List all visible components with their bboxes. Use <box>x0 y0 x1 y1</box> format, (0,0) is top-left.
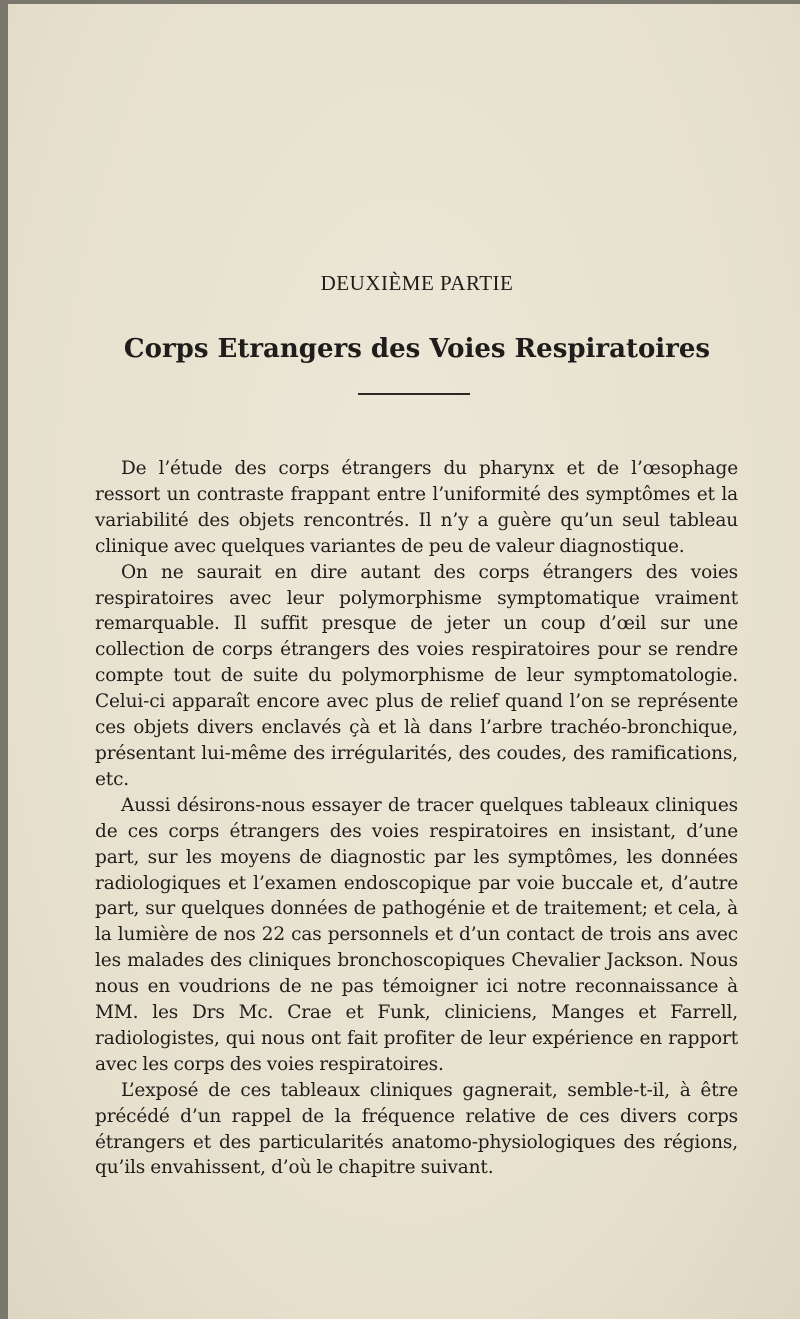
paragraph: On ne saurait en dire autant des corps étrangers des voies respiratoires avec leur polymorphisme symptomatique vraiment remarquable. Il suffit presque de jeter un coup d’œil sur une collection de corps étrangers des voies respiratoires pour se rendre compte tout de suite du polymorphisme de leur symptomatologie. Celui-ci apparaît encore avec plus de relief quand l’on se représente ces objets divers enclavés çà et là dans l’arbre trachéo-bronchique, présentant lui-même des irrégularités, des coudes, des ramifications, etc. <box>95 561 738 790</box>
paragraph: L’exposé de ces tableaux cliniques gagnerait, semble-t-il, à être précédé d’un rappel de la fréquence relative de ces divers corps étrangers et des particularités anatomo-physiologiques des régions, qu’ils envahissent, d’où le chapitre suivant. <box>95 1079 738 1179</box>
chapter-title: Corps Etrangers des Voies Respiratoires <box>123 334 711 364</box>
title-divider <box>358 393 470 395</box>
paragraph: Aussi désirons-nous essayer de tracer quelques tableaux cliniques de ces corps étrangers des voies respiratoires en insistant, d’une part, sur les moyens de diagnostic par les symptômes, les données radiologiques et l’examen endoscopique par voie buccale et, d’autre part, sur quelques données de pathogénie et de traitement; et cela, à la lumière de nos 22 cas personnels et d’un contact de trois ans avec les malades des cliniques bronchoscopiques Chevalier Jackson. Nous nous en voudrions de ne pas témoigner ici notre reconnaissance à MM. les Drs Mc. Crae et Funk, cliniciens, Manges et Farrell, radiologistes, qui nous ont fait profiter de leur expérience en rapport avec les corps des voies respiratoires. <box>95 794 738 1075</box>
part-heading: DEUXIÈME PARTIE <box>320 271 514 295</box>
book-page <box>8 4 800 1319</box>
paragraph: De l’étude des corps étrangers du pharynx et de l’œsophage ressort un contraste frappant entre l’uniformité des symptômes et la variabilité des objets rencontrés. Il n’y a guère qu’un seul tableau clinique avec quelques variantes de peu de valeur diagnostique. <box>95 458 738 557</box>
body-text <box>95 456 738 1181</box>
